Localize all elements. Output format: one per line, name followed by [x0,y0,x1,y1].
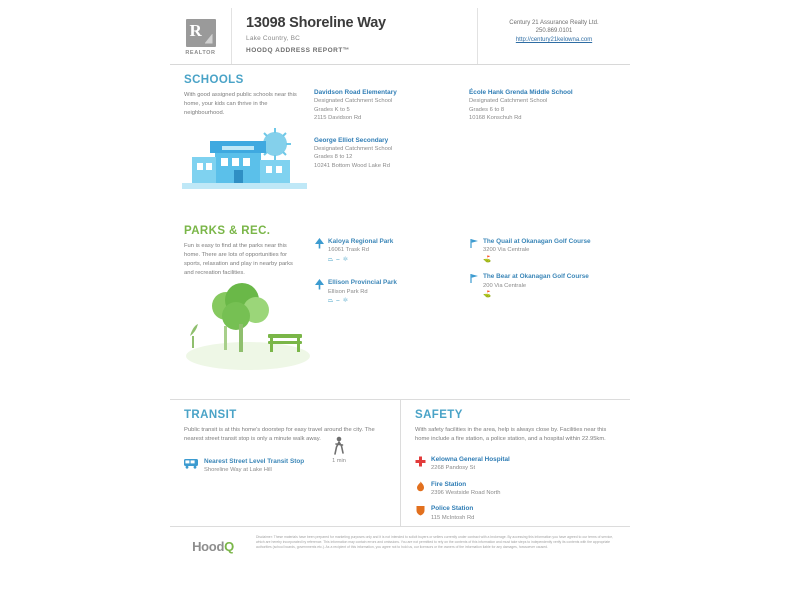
bus-icon [184,459,198,469]
schools-column-left [314,89,459,179]
realtor-logo-label: REALTOR [185,49,216,56]
park-amenities [328,257,459,264]
school-entry[interactable] [314,137,459,171]
parks-column-right [469,238,614,313]
school-name[interactable]: École Hank Grenda Middle School [469,89,573,96]
parks-section [170,216,630,393]
picnic-table-icon: ⏢ [328,296,334,304]
school-address: 2115 Davidson Rd [314,115,362,122]
park-entry[interactable] [314,279,459,304]
hoodq-logo-hood: Hood [192,539,225,554]
transit-stop-entry[interactable] [184,458,390,475]
disclaimer-text: Disclaimer: These materials have been prepared for marketing purposes only and it is not intended to solicit buyers or sellers currently under contract with a brokerage. By accessing this information you have agreed to our terms of service, which are hereby incorporated by reference. This information may contain errors and omissions. You are not permitted to rely on the contents of this information and must take steps to independently verify its contents with the appropriate authorities (school boards, governments etc.). As a recipient of this information, you agree not to hold us, our licensors or the owners of the information liable for any damages, howsoever caused. [256,535,614,550]
realtor-logo [170,8,232,64]
safety-blurb: With safety facilities in the area, help is always close by. Facilities near this home include a fire station, a police station, and a hospital within 22.95km. [415,427,607,442]
walk-time-label: 1 min [332,458,346,464]
page-title: 13098 Shoreline Way [246,15,386,31]
safety-address: 2268 Pandosy St [431,465,476,472]
parks-column-left [314,238,459,313]
safety-address: 2396 Westside Road North [431,490,501,497]
brokerage-name: Century 21 Assurance Realty Ltd. [509,20,599,26]
park-name[interactable]: Kaloya Regional Park [328,238,394,245]
safety-item-hospital[interactable] [415,456,620,473]
picnic-table-icon: ⏢ [328,255,334,263]
transit-section [170,400,400,526]
report-type-label: HOODQ ADDRESS REPORT™ [246,46,350,54]
school-address: 10241 Bottom Wood Lake Rd [314,162,390,169]
safety-name[interactable]: Kelowna General Hospital [431,455,510,463]
transit-blurb: Public transit is at this home's doorstep for easy travel around the city. The nearest street transit stop is only a minute walk away. [184,427,375,442]
hoodq-logo-q: Q [224,539,234,554]
parks-blurb: Fun is easy to find at the parks near this home. There are lots of opportunities for sports, relaxation and play in nearby parks and recreation facilities. [184,243,293,276]
police-shield-icon [415,505,426,516]
golf-flag-icon [469,238,480,249]
park-address: 3200 Via Centrale [483,247,530,254]
school-grades: Grades K to 5 [314,106,350,113]
park-entry[interactable] [314,238,459,263]
schools-section [170,65,630,216]
hoodq-logo [170,535,256,554]
transit-stop-address: Shoreline Way at Lake Hill [204,467,272,474]
schools-blurb: With good assigned public schools near this home, your kids can thrive in the neighbourhood. [184,92,297,116]
transit-stop-name[interactable]: Nearest Street Level Transit Stop [204,457,305,465]
park-amenities [483,292,614,299]
walk-time-badge [322,436,356,464]
schools-heading: SCHOOLS [184,74,244,86]
address-block [232,8,478,64]
safety-name[interactable]: Fire Station [431,480,467,488]
bottom-sections [170,399,630,526]
park-entry[interactable] [469,238,614,263]
hydrant-icon: ⚛ [342,255,349,263]
park-tree-icon [314,238,325,249]
school-designation: Designated Catchment School [469,98,548,105]
safety-address: 115 McIntosh Rd [431,514,475,521]
school-grades: Grades 6 to 8 [469,106,505,113]
park-name[interactable]: The Quail at Okanagan Golf Course [483,238,591,245]
golf-icon: ⛳ [483,290,492,298]
fire-flame-icon [415,481,426,492]
park-address: 200 Via Centrale [483,282,527,289]
school-grades: Grades 8 to 12 [314,154,353,161]
parks-heading: PARKS & REC. [184,225,271,237]
brokerage-phone: 250.869.0101 [535,28,573,34]
brokerage-website-link[interactable]: http://century21kelowna.com [515,37,593,43]
bench-icon: ⎯ [336,255,340,263]
brokerage-block [478,8,630,64]
bench-icon: ⎯ [336,296,340,304]
parks-columns [314,238,624,313]
school-entry[interactable] [314,89,459,123]
report-sheet [170,8,630,560]
school-designation: Designated Catchment School [314,145,393,152]
school-entry[interactable] [469,89,614,123]
park-address: Ellison Park Rd [328,288,368,295]
safety-section [400,400,630,526]
address-city: Lake Country, BC [246,34,301,42]
schools-column-right [469,89,614,179]
pedestrian-icon [332,436,346,456]
safety-name[interactable]: Police Station [431,505,474,513]
realtor-mark-icon [186,19,216,47]
park-address: 16061 Trask Rd [328,247,369,254]
hydrant-icon: ⚛ [342,296,349,304]
park-tree-icon [314,279,325,290]
park-name[interactable]: Ellison Provincial Park [328,279,397,287]
transit-heading: TRANSIT [184,409,237,421]
schools-columns [314,89,624,179]
golf-flag-icon [469,273,480,284]
park-name[interactable]: The Bear at Okanagan Golf Course [483,273,589,281]
school-name[interactable]: George Elliot Secondary [314,136,389,144]
park-amenities [483,257,614,264]
park-illustration [180,274,310,374]
report-header [170,8,630,65]
hospital-cross-icon [415,456,426,467]
safety-item-fire-station[interactable] [415,481,620,498]
safety-item-police-station[interactable] [415,505,620,522]
report-footer [170,526,630,572]
park-amenities [328,298,459,305]
safety-list [415,456,620,522]
school-address: 10168 Konschuh Rd [469,115,522,122]
park-entry[interactable] [469,273,614,298]
safety-heading: SAFETY [415,409,463,421]
school-illustration [182,127,307,199]
school-name[interactable]: Davidson Road Elementary [314,89,397,96]
school-designation: Designated Catchment School [314,98,393,105]
golf-icon: ⛳ [483,255,492,263]
